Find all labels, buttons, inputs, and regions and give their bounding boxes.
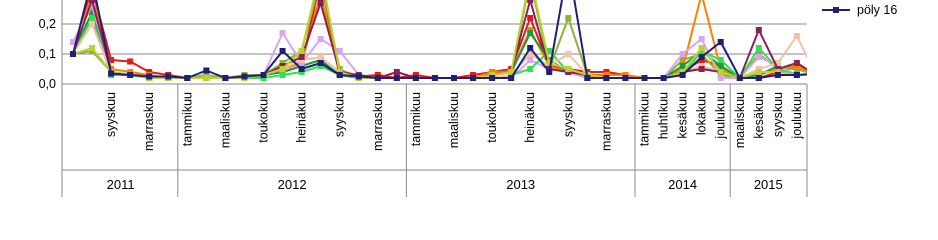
data-point	[813, 72, 819, 78]
data-point	[718, 39, 724, 45]
data-point	[165, 74, 171, 80]
x-tick-label: lokakuu	[694, 92, 709, 136]
x-tick-label: syyskuu	[104, 92, 119, 138]
data-point	[565, 15, 571, 21]
data-point	[699, 45, 705, 51]
data-point	[813, 72, 819, 78]
data-point	[756, 27, 762, 33]
data-point	[546, 69, 552, 75]
year-label: 2013	[506, 177, 536, 192]
x-tick-label: kesäkuu	[751, 92, 766, 139]
x-tick-label: joulukuu	[789, 92, 804, 139]
data-point	[89, 45, 95, 51]
data-point	[337, 72, 343, 78]
data-point	[813, 72, 819, 78]
data-point	[89, 21, 95, 27]
data-point	[127, 59, 133, 65]
data-point	[299, 66, 305, 72]
x-tick-label: marraskuu	[142, 92, 157, 152]
data-point	[756, 75, 762, 81]
data-point	[261, 72, 267, 78]
data-point	[280, 48, 286, 54]
data-point	[108, 71, 114, 77]
data-point	[413, 75, 419, 81]
data-point	[203, 68, 209, 74]
data-point	[394, 75, 400, 81]
data-point	[813, 72, 819, 78]
data-point	[280, 30, 286, 36]
data-point	[394, 69, 400, 75]
data-point	[756, 45, 762, 51]
data-point	[89, 15, 95, 21]
data-point	[432, 75, 438, 81]
data-point	[794, 72, 800, 78]
data-point	[89, 0, 95, 3]
legend-marker	[833, 7, 839, 13]
y-tick-label: 0,0	[38, 77, 56, 91]
data-point	[794, 33, 800, 39]
x-tick-label: toukokuu	[485, 92, 500, 143]
data-point	[813, 71, 819, 77]
year-label: 2015	[753, 177, 783, 192]
data-point	[318, 36, 324, 42]
data-point	[813, 72, 819, 78]
year-label: 2011	[106, 177, 135, 192]
data-point	[527, 66, 533, 72]
data-point	[794, 60, 800, 66]
x-tick-label: huhtikuu	[656, 92, 671, 140]
data-point	[565, 66, 571, 72]
data-point	[737, 75, 743, 81]
legend	[822, 3, 897, 17]
y-tick-label: 0,1	[38, 47, 56, 61]
data-point	[318, 0, 324, 6]
data-point	[565, 51, 571, 57]
x-tick-label: maaliskuu	[447, 92, 461, 149]
x-tick-label: maaliskuu	[218, 92, 233, 149]
y-axis-ticks	[39, 17, 56, 91]
data-point	[508, 75, 514, 81]
data-point	[756, 69, 762, 75]
data-point	[642, 75, 648, 81]
data-point	[718, 57, 724, 63]
series-layer	[70, 0, 819, 81]
data-point	[280, 66, 286, 72]
legend-label: pöly 16	[857, 3, 898, 17]
x-tick-label: heinäkuu	[294, 92, 309, 143]
data-point	[813, 72, 819, 78]
x-tick-label: tammikuu	[637, 92, 652, 147]
data-point	[527, 15, 533, 21]
x-tick-label: marraskuu	[599, 92, 614, 152]
data-point	[489, 75, 495, 81]
data-point	[756, 54, 762, 60]
x-tick-label: marraskuu	[370, 92, 385, 152]
data-point	[699, 54, 705, 60]
data-point	[356, 74, 362, 80]
data-point	[184, 75, 190, 81]
data-point	[699, 66, 705, 72]
data-point	[718, 69, 724, 75]
data-point	[527, 30, 533, 36]
data-point	[203, 75, 209, 81]
data-point	[222, 75, 228, 81]
data-point	[241, 74, 247, 80]
data-point	[127, 72, 133, 78]
data-point	[661, 75, 667, 81]
x-axis	[62, 84, 807, 197]
data-point	[699, 36, 705, 42]
x-tick-label: maaliskuu	[732, 92, 747, 149]
data-point	[318, 60, 324, 66]
data-point	[470, 75, 476, 81]
x-tick-label: kesäkuu	[675, 92, 690, 139]
data-point	[603, 75, 609, 81]
y-tick-label: 0,2	[38, 17, 56, 31]
x-tick-label: syyskuu	[561, 92, 576, 138]
data-point	[813, 72, 819, 78]
x-tick-label: tammikuu	[408, 92, 423, 147]
year-label: 2014	[668, 177, 698, 192]
data-point	[813, 72, 819, 78]
x-tick-label: joulukuu	[713, 92, 728, 139]
x-tick-label: toukokuu	[256, 92, 271, 143]
data-point	[337, 48, 343, 54]
gridlines	[62, 0, 807, 84]
data-point	[318, 54, 324, 60]
data-point	[622, 75, 628, 81]
year-label: 2012	[277, 177, 307, 192]
data-point	[299, 48, 305, 54]
x-tick-label: heinäkuu	[523, 92, 538, 143]
data-point	[527, 57, 533, 63]
data-point	[718, 75, 724, 81]
data-point	[680, 51, 686, 57]
x-tick-label: syyskuu	[332, 92, 347, 138]
data-point	[280, 72, 286, 78]
data-point	[813, 72, 819, 78]
data-point	[527, 45, 533, 51]
data-point	[584, 75, 590, 81]
data-point	[70, 51, 76, 57]
data-point	[375, 75, 381, 81]
data-point	[527, 0, 533, 3]
data-point	[451, 75, 457, 81]
data-point	[299, 54, 305, 60]
data-point	[775, 72, 781, 78]
data-point	[680, 72, 686, 78]
data-point	[146, 74, 152, 80]
x-tick-label: syyskuu	[770, 92, 785, 138]
x-tick-label: tammikuu	[180, 92, 195, 147]
